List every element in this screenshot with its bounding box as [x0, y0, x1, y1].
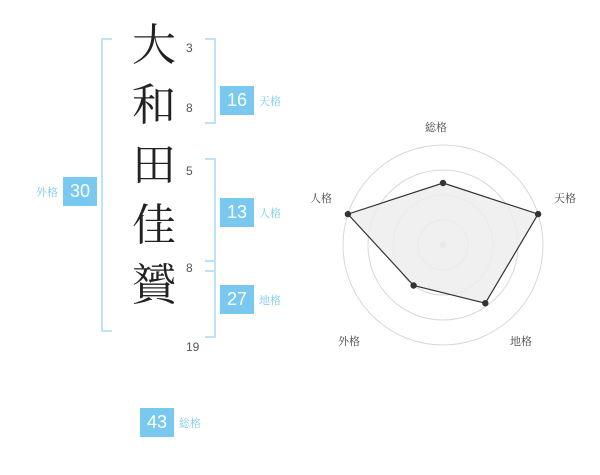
kakusuu-label-jinkaku: 人格: [259, 207, 281, 220]
radar-axis-label-gaikaku: 外格: [338, 336, 360, 348]
kakusuu-label-soukaku: 総格: [179, 417, 201, 430]
kanji-column: [126, 16, 182, 316]
bracket-tenkaku: [205, 38, 216, 124]
radar-series: [348, 183, 538, 303]
kakusuu-value-chikaku: 27: [220, 285, 254, 314]
kanji-char-3: 田: [132, 140, 176, 191]
radar-axis-label-soukaku: 総格: [425, 122, 447, 134]
bracket-jinkaku: [205, 158, 216, 272]
kakusuu-chip-gaikaku: [36, 177, 97, 206]
kanji-char-2: 和: [132, 80, 176, 131]
kakusuu-value-soukaku: 43: [140, 408, 174, 437]
radar-axis-label-jinkaku: 人格: [310, 193, 332, 205]
stroke-count-2: 8: [186, 101, 193, 115]
kakusuu-chip-chikaku: [220, 285, 281, 314]
radar-axis-label-chikaku: 地格: [510, 336, 532, 348]
kakusuu-chip-tenkaku: [220, 86, 281, 115]
kakusuu-chip-jinkaku: [220, 198, 281, 227]
bracket-chikaku: [205, 260, 216, 338]
stroke-count-5: 19: [186, 340, 200, 354]
kanji-char-1: 大: [132, 20, 176, 71]
kakusuu-value-jinkaku: 13: [220, 198, 254, 227]
stroke-count-1: 3: [186, 41, 193, 55]
kakusuu-label-chikaku: 地格: [259, 294, 281, 307]
kakusuu-value-tenkaku: 16: [220, 86, 254, 115]
kakusuu-chip-soukaku: [140, 408, 201, 437]
kakusuu-value-gaikaku: 30: [63, 177, 97, 206]
radar-axis-label-tenkaku: 天格: [554, 193, 576, 205]
stroke-count-3: 5: [186, 164, 193, 178]
kanji-char-4: 佳: [132, 200, 176, 251]
kanji-char-5: 贇: [132, 260, 176, 311]
kakusuu-label-gaikaku: 外格: [36, 186, 58, 199]
radar-chart: [300, 0, 600, 470]
name-diagram-panel: [0, 0, 300, 470]
stroke-count-4: 8: [186, 261, 193, 275]
kakusuu-label-tenkaku: 天格: [259, 95, 281, 108]
radar-chart-panel: [300, 0, 600, 470]
bracket-gaikaku: [101, 38, 112, 332]
